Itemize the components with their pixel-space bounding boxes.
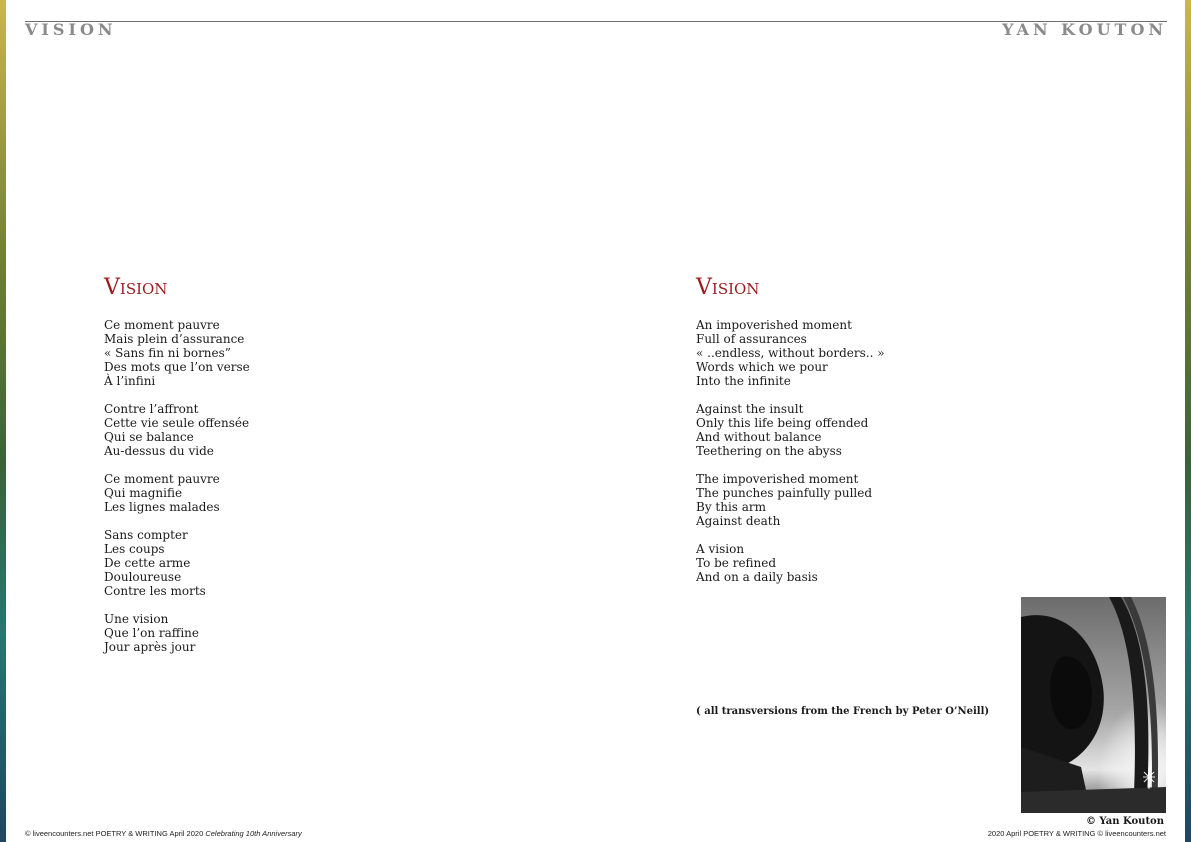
poem-line: Au-dessus du vide [104,444,214,458]
poem-line: Mais plein d’assurance [104,332,245,346]
poem-line: Teethering on the abyss [696,444,842,458]
poem-line: Que l’on raffine [104,626,199,640]
poem-line: À l’infini [104,374,156,388]
poem-line: By this arm [696,500,767,514]
footer-anniversary-text: Celebrating 10th Anniversary [205,829,302,838]
footer-left-text: © liveencounters.net POETRY & WRITING April 2020 [25,829,204,838]
stanza [104,318,250,388]
header-rule [25,21,1167,22]
poem-line: Une vision [104,612,169,626]
poem-title-french: Vision [104,275,168,300]
header-author-name: YAN KOUTON [1002,20,1167,39]
stanza [104,528,250,598]
poem-line: « Sans fin ni bornes” [104,346,231,360]
left-decorative-border [0,0,6,842]
poem-line: Contre les morts [104,584,206,598]
poem-line: Into the infinite [696,374,791,388]
stanza [696,318,885,388]
stanza [696,402,885,458]
stanza [696,472,885,528]
translator-note: ( all transversions from the French by Peter O’Neill) [696,706,990,717]
footer-left [25,829,302,839]
poem-line: Sans compter [104,528,188,542]
poem-line: And without balance [696,430,822,444]
stanza [104,402,250,458]
poem-french [104,276,250,668]
poem-english [696,276,885,598]
poem-line: Des mots que l’on verse [104,360,250,374]
poem-line: And on a daily basis [696,570,818,584]
poem-line: A vision [696,542,745,556]
poem-line: Full of assurances [696,332,807,346]
poem-title-english: Vision [696,275,760,300]
stanza [696,542,885,584]
poem-line: An impoverished moment [696,318,852,332]
poem-line: Ce moment pauvre [104,472,220,486]
poem-line: Contre l’affront [104,402,199,416]
author-photo [1021,597,1166,813]
poem-line: Ce moment pauvre [104,318,220,332]
poem-line: The impoverished moment [696,472,859,486]
poem-body-english [696,318,885,584]
poem-line: Qui magnifie [104,486,183,500]
poem-line: Jour après jour [104,640,196,654]
right-decorative-border [1185,0,1191,842]
poem-line: The punches painfully pulled [696,486,873,500]
stanza [104,472,250,514]
poem-line: Cette vie seule offensée [104,416,250,430]
poem-line: Against death [696,514,781,528]
poem-line: De cette arme [104,556,191,570]
poem-line: To be refined [696,556,777,570]
footer-right: 2020 April POETRY & WRITING © liveencounters.net [987,829,1166,838]
poem-line: « ..endless, without borders.. » [696,346,885,360]
poem-line: Against the insult [696,402,804,416]
poem-line: Les coups [104,542,165,556]
stanza [104,612,250,654]
poem-body-french [104,318,250,654]
poem-line: Words which we pour [696,360,828,374]
poem-line: Les lignes malades [104,500,220,514]
photo-credit: © Yan Kouton [1085,816,1164,827]
poem-line: Douloureuse [104,570,182,584]
poem-line: Only this life being offended [696,416,869,430]
photo-image [1021,597,1166,813]
header-section-title: VISION [25,20,117,39]
poem-line: Qui se balance [104,430,194,444]
